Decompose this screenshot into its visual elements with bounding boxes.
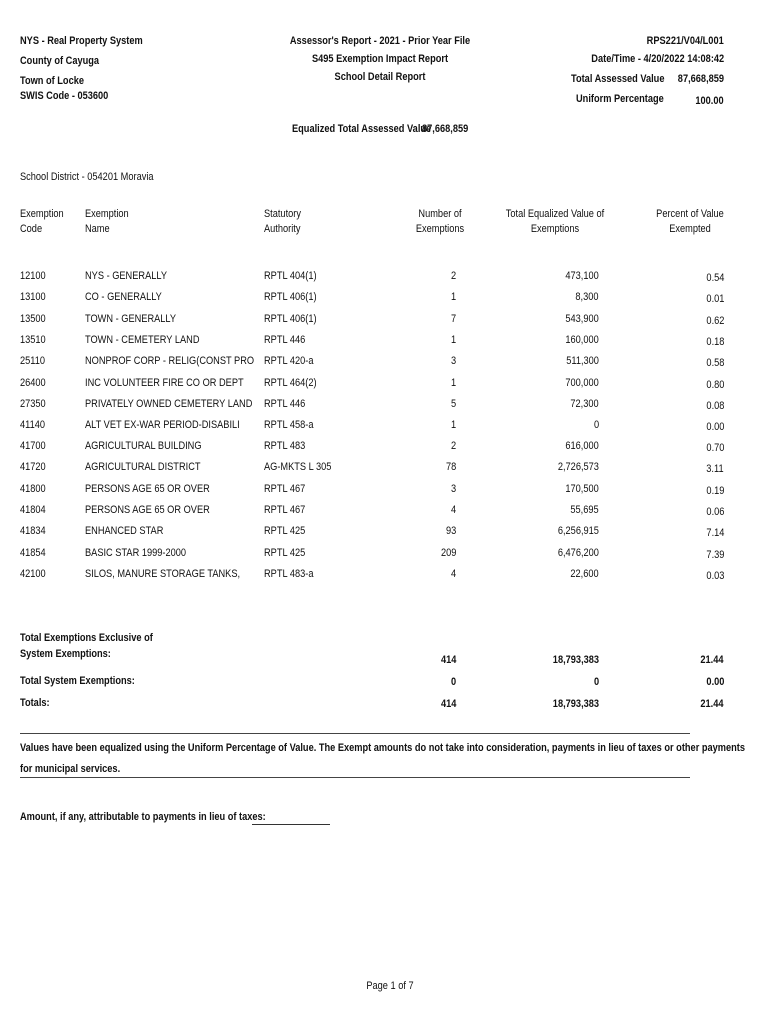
row-code: 42100 <box>20 568 46 580</box>
total-system-percent: 0.00 <box>706 676 724 688</box>
table-row <box>0 334 770 355</box>
table-row <box>0 525 770 546</box>
row-percent: 0.70 <box>706 442 724 454</box>
total-exclusive-number: 414 <box>440 654 456 666</box>
table-row <box>0 440 770 461</box>
row-name: BASIC STAR 1999-2000 <box>85 547 187 559</box>
row-number: 93 <box>445 525 456 537</box>
row-value: 700,000 <box>565 377 599 389</box>
col-name-line1: Exemption <box>85 208 129 220</box>
row-name: PERSONS AGE 65 OR OVER <box>85 483 210 495</box>
row-authority: RPTL 446 <box>264 334 306 346</box>
row-number: 5 <box>450 398 456 410</box>
col-authority-line1: Statutory <box>264 208 301 220</box>
row-number: 1 <box>450 334 456 346</box>
row-authority: RPTL 467 <box>264 504 306 516</box>
row-name: NONPROF CORP - RELIG(CONST PRO <box>85 355 255 367</box>
county-name: County of Cayuga <box>20 55 100 67</box>
row-number: 1 <box>450 291 456 303</box>
report-datetime: Date/Time - 4/20/2022 14:08:42 <box>591 53 724 65</box>
total-system-number: 0 <box>450 676 456 688</box>
note-line2: for municipal services. <box>20 763 121 775</box>
row-number: 78 <box>445 461 456 473</box>
row-authority: RPTL 406(1) <box>264 313 317 325</box>
row-number: 3 <box>450 483 456 495</box>
equalized-value: 87,668,859 <box>422 123 469 135</box>
pilot-label: Amount, if any, attributable to payments in lieu of taxes: <box>20 811 266 823</box>
total-exclusive-value: 18,793,383 <box>552 654 599 666</box>
total-system-value: 0 <box>593 676 599 688</box>
row-name: AGRICULTURAL DISTRICT <box>85 461 201 473</box>
row-authority: RPTL 483-a <box>264 568 314 580</box>
page-number: Page 1 of 7 <box>366 980 414 992</box>
row-authority: RPTL 446 <box>264 398 306 410</box>
row-number: 2 <box>450 270 456 282</box>
report-id: RPS221/V04/L001 <box>646 35 724 47</box>
uniform-pct-label: Uniform Percentage <box>576 93 664 105</box>
row-value: 616,000 <box>565 440 599 452</box>
row-authority: RPTL 464(2) <box>264 377 317 389</box>
school-district: School District - 054201 Moravia <box>20 171 154 183</box>
row-name: SILOS, MANURE STORAGE TANKS, <box>85 568 241 580</box>
note-top-rule <box>20 733 690 734</box>
pilot-amount-blank <box>252 824 330 825</box>
row-name: PERSONS AGE 65 OR OVER <box>85 504 210 516</box>
table-row <box>0 313 770 334</box>
row-name: ENHANCED STAR <box>85 525 164 537</box>
note-line1: Values have been equalized using the Uniform Percentage of Value. The Exempt amounts do not take into consideration, payments in lieu of taxes or other payments <box>20 742 745 754</box>
row-value: 160,000 <box>565 334 599 346</box>
row-number: 1 <box>450 419 456 431</box>
row-authority: RPTL 406(1) <box>264 291 317 303</box>
table-row <box>0 461 770 482</box>
row-authority: RPTL 458-a <box>264 419 314 431</box>
row-authority: RPTL 483 <box>264 440 306 452</box>
row-number: 1 <box>450 377 456 389</box>
row-value: 511,300 <box>566 355 599 367</box>
row-number: 209 <box>440 547 456 559</box>
row-number: 3 <box>450 355 456 367</box>
row-percent: 0.00 <box>706 421 724 433</box>
total-exclusive-label-line1: Total Exemptions Exclusive of <box>20 632 153 644</box>
row-authority: RPTL 425 <box>264 547 306 559</box>
table-row <box>0 568 770 589</box>
col-percent-line1: Percent of Value <box>656 208 724 220</box>
row-value: 0 <box>593 419 599 431</box>
total-exclusive-percent: 21.44 <box>700 654 724 666</box>
total-exclusive-label-line2: System Exemptions: <box>20 648 111 660</box>
row-code: 41834 <box>20 525 46 537</box>
table-row <box>0 270 770 291</box>
row-code: 12100 <box>20 270 46 282</box>
row-code: 13500 <box>20 313 46 325</box>
totals-number: 414 <box>440 698 456 710</box>
table-row <box>0 419 770 440</box>
table-row <box>0 377 770 398</box>
row-code: 41720 <box>20 461 46 473</box>
row-code: 41800 <box>20 483 46 495</box>
row-code: 41854 <box>20 547 46 559</box>
table-row <box>0 483 770 504</box>
row-name: CO - GENERALLY <box>85 291 162 303</box>
row-code: 26400 <box>20 377 46 389</box>
table-row <box>0 355 770 376</box>
row-authority: RPTL 404(1) <box>264 270 317 282</box>
town-name: Town of Locke <box>20 75 84 87</box>
swis-code: SWIS Code - 053600 <box>20 90 109 102</box>
row-code: 13100 <box>20 291 46 303</box>
col-code-line1: Exemption <box>20 208 64 220</box>
col-number-line2: Exemptions <box>415 223 465 235</box>
row-percent: 7.39 <box>706 549 724 561</box>
table-row <box>0 547 770 568</box>
col-percent-line2: Exempted <box>669 223 711 235</box>
row-percent: 0.06 <box>706 506 724 518</box>
totals-value: 18,793,383 <box>552 698 599 710</box>
row-number: 2 <box>450 440 456 452</box>
row-name: AGRICULTURAL BUILDING <box>85 440 202 452</box>
row-percent: 3.11 <box>706 463 724 475</box>
row-percent: 7.14 <box>706 527 724 539</box>
table-row <box>0 291 770 312</box>
row-name: TOWN - CEMETERY LAND <box>85 334 200 346</box>
row-value: 2,726,573 <box>557 461 599 473</box>
row-value: 8,300 <box>575 291 599 303</box>
row-authority: RPTL 420-a <box>264 355 314 367</box>
row-name: TOWN - GENERALLY <box>85 313 177 325</box>
total-system-label: Total System Exemptions: <box>20 675 135 687</box>
row-value: 55,695 <box>570 504 599 516</box>
totals-label: Totals: <box>20 697 50 709</box>
system-name: NYS - Real Property System <box>20 35 143 47</box>
col-value-line2: Exemptions <box>530 223 580 235</box>
totals-percent: 21.44 <box>700 698 724 710</box>
row-authority: RPTL 425 <box>264 525 306 537</box>
report-subtitle: S495 Exemption Impact Report <box>311 53 449 65</box>
table-row <box>0 504 770 525</box>
row-number: 4 <box>450 568 456 580</box>
row-value: 543,900 <box>565 313 599 325</box>
row-code: 41140 <box>20 419 46 431</box>
col-name-line2: Name <box>85 223 110 235</box>
row-percent: 0.80 <box>706 379 724 391</box>
equalized-label: Equalized Total Assessed Value <box>292 123 432 135</box>
report-title: Assessor's Report - 2021 - Prior Year File <box>289 35 471 47</box>
row-number: 4 <box>450 504 456 516</box>
row-code: 25110 <box>20 355 46 367</box>
row-name: NYS - GENERALLY <box>85 270 167 282</box>
row-percent: 0.19 <box>706 485 724 497</box>
row-percent: 0.03 <box>706 570 724 582</box>
row-percent: 0.58 <box>706 357 724 369</box>
row-percent: 0.08 <box>706 400 724 412</box>
row-value: 6,476,200 <box>557 547 599 559</box>
row-code: 41804 <box>20 504 46 516</box>
col-authority-line2: Authority <box>264 223 301 235</box>
note-bottom-rule <box>20 777 690 778</box>
row-number: 7 <box>450 313 456 325</box>
row-value: 6,256,915 <box>557 525 599 537</box>
total-assessed-label: Total Assessed Value <box>571 73 665 85</box>
row-authority: AG-MKTS L 305 <box>264 461 332 473</box>
col-code-line2: Code <box>20 223 43 235</box>
total-assessed-value: 87,668,859 <box>677 73 724 85</box>
row-percent: 0.54 <box>706 272 724 284</box>
row-authority: RPTL 467 <box>264 483 306 495</box>
row-name: PRIVATELY OWNED CEMETERY LAND <box>85 398 253 410</box>
report-type: School Detail Report <box>334 71 426 83</box>
row-value: 22,600 <box>570 568 599 580</box>
row-code: 27350 <box>20 398 46 410</box>
row-percent: 0.18 <box>706 336 724 348</box>
col-number-line1: Number of <box>418 208 462 220</box>
row-name: ALT VET EX-WAR PERIOD-DISABILI <box>85 419 240 431</box>
uniform-pct-value: 100.00 <box>695 95 724 107</box>
col-value-line1: Total Equalized Value of <box>505 208 605 220</box>
row-code: 41700 <box>20 440 46 452</box>
row-value: 72,300 <box>570 398 599 410</box>
row-value: 473,100 <box>565 270 599 282</box>
table-row <box>0 398 770 419</box>
row-code: 13510 <box>20 334 46 346</box>
row-value: 170,500 <box>565 483 599 495</box>
row-percent: 0.62 <box>706 315 724 327</box>
row-percent: 0.01 <box>706 293 724 305</box>
row-name: INC VOLUNTEER FIRE CO OR DEPT <box>85 377 244 389</box>
